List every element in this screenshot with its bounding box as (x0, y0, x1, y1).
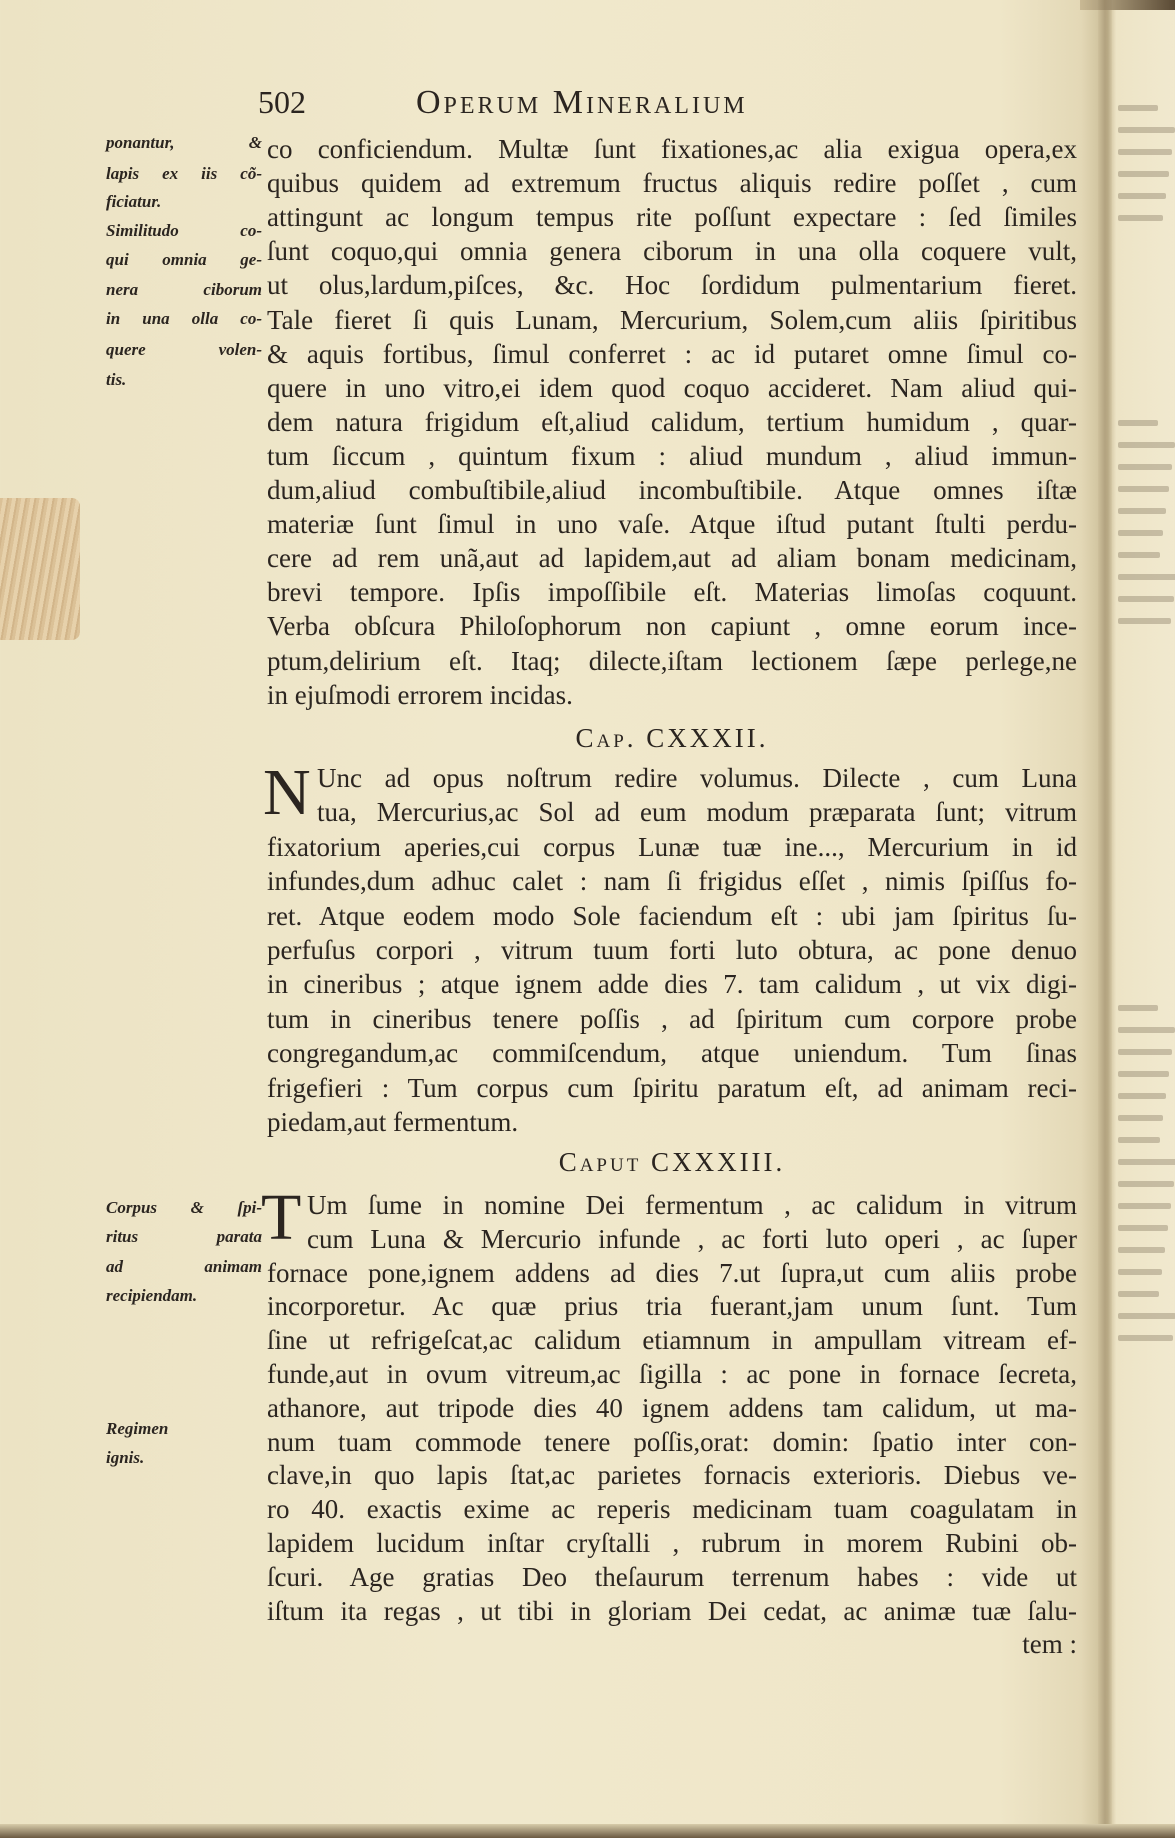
drop-cap-n: N (263, 756, 311, 829)
facing-page-text-trace (1118, 508, 1166, 514)
facing-page-text-trace (1118, 193, 1166, 199)
margin-note-line: Corpus & ſpi- (106, 1198, 262, 1217)
text-line: & aquis fortibus, ſimul conferret : ac id putaret omne ſimul co- (267, 338, 1077, 369)
text-line: co conficiendum. Multæ ſunt fixationes,ac alia exigua opera,ex (267, 134, 1077, 164)
text-line: funde,aut in ovum vitreum,ac ſigilla : ac pone in fornace ſecreta, (267, 1359, 1077, 1389)
text-line: piedam,aut fermentum. (267, 1107, 519, 1137)
facing-page-text-trace (1118, 1291, 1159, 1297)
text-line: iſtum ita regas , ut tibi in gloriam Dei cedat, ac animæ tuæ ſalu- (267, 1595, 1077, 1626)
facing-page-text-trace (1118, 1027, 1175, 1033)
facing-page-text-trace (1118, 105, 1158, 111)
facing-page-text-trace (1118, 552, 1160, 558)
margin-note-line: in una olla co- (106, 309, 262, 328)
margin-note-line: quere volen- (106, 340, 262, 359)
margin-note-line: nera ciborum (106, 280, 262, 299)
facing-page-text-trace (1118, 1203, 1171, 1209)
facing-page-text-trace (1118, 486, 1169, 492)
text-line: tua, Mercurius,ac Sol ad eum modum præparata ſunt; vitrum (317, 797, 1077, 828)
facing-page-text-trace (1118, 215, 1163, 221)
text-line: attingunt ac longum tempus rite poſſunt expectare : ſed ſimiles (267, 202, 1077, 233)
text-line: cum Luna & Mercurio infunde , ac forti luto operi , ac ſuper (307, 1223, 1077, 1254)
facing-page-text-trace (1118, 1269, 1162, 1275)
page-number: 502 (258, 84, 306, 120)
text-line: tum in cineribus tenere poſſis , ad ſpiritum cum corpore probe (267, 1003, 1077, 1034)
chapter-heading-133: Caput CXXXIII. (558, 1147, 786, 1177)
margin-note-line: ritus parata (106, 1227, 262, 1246)
text-line: dem natura frigidum eſt,aliud calidum, tertium humidum , quar- (267, 406, 1077, 437)
page-gutter (1098, 0, 1112, 1838)
text-line: ut olus,lardum,piſces, &c. Hoc ſordidum pulmentarium fieret. (267, 270, 1077, 301)
facing-page-text-trace (1118, 1071, 1169, 1077)
facing-page-text-trace (1118, 464, 1172, 470)
paper-tab (0, 498, 80, 640)
margin-note-line: qui omnia ge- (106, 250, 262, 269)
chapter-heading-132: Cap. CXXXII. (575, 723, 769, 753)
text-line: materiæ ſunt ſimul in uno vaſe. Atque iſtud putant ſtulti perdu- (267, 509, 1077, 540)
facing-page-text-trace (1118, 149, 1172, 155)
running-title: Operum Mineralium (416, 84, 748, 121)
facing-page-text-trace (1118, 171, 1169, 177)
facing-page-text-trace (1118, 1247, 1165, 1253)
text-line: cere ad rem unã,aut ad lapidem,aut ad aliam bonam medicinam, (267, 543, 1077, 574)
facing-page-text-trace (1118, 1049, 1172, 1055)
facing-page-fragment (1112, 0, 1175, 1838)
margin-note-line: ad animam (106, 1257, 262, 1276)
running-head (258, 84, 1078, 124)
margin-note-line: Regimen (106, 1419, 169, 1438)
margin-note-line: ponantur, & (106, 133, 262, 152)
facing-page-text-trace (1118, 1093, 1166, 1099)
text-line: fixatorium aperies,cui corpus Lunæ tuæ ine..., Mercurium in id (267, 831, 1077, 862)
text-line: ro 40. exactis exime ac reperis medicinam tuam coagulatam in (267, 1494, 1077, 1525)
facing-page-text-trace (1118, 1181, 1174, 1187)
text-line: num tuam commode tenere poſſis,orat: domin: ſpatio inter con- (267, 1426, 1077, 1457)
facing-page-text-trace (1118, 1225, 1168, 1231)
text-line: ſine ut refrigeſcat,ac calidum etiamnum in ampullam vitream ef- (267, 1325, 1077, 1356)
margin-note-line: recipiendam. (106, 1286, 198, 1305)
text-line: congregandum,ac commiſcendum, atque uniendum. Tum ſinas (267, 1038, 1077, 1069)
facing-page-text-trace (1118, 596, 1174, 602)
text-line: in cineribus ; atque ignem adde dies 7. tam calidum , ut vix digi- (267, 969, 1077, 1000)
text-line: clave,in quo lapis ſtat,ac parietes fornacis exterioris. Diebus ve- (267, 1460, 1077, 1491)
facing-page-text-trace (1118, 127, 1175, 133)
facing-page-text-trace (1118, 1005, 1158, 1011)
margin-note-line: ignis. (106, 1448, 145, 1467)
facing-page-text-trace (1118, 530, 1163, 536)
facing-page-text-trace (1118, 442, 1175, 448)
facing-page-text-trace (1118, 1159, 1175, 1165)
text-line: infundes,dum adhuc calet : nam ſi frigidus eſſet , nimis ſpiſſus fo- (267, 866, 1077, 897)
text-line: perfuſus corpori , vitrum tuum forti luto obtura, ac pone denuo (267, 935, 1077, 965)
text-line: quere in uno vitro,ei idem quod coquo accideret. Nam aliud qui- (267, 372, 1077, 403)
facing-page-text-trace (1118, 1137, 1160, 1143)
margin-note-line: tis. (106, 370, 127, 389)
text-line: ſunt coquo,qui omnia genera ciborum in una olla coquere vult, (267, 236, 1077, 267)
facing-page-text-trace (1118, 574, 1175, 580)
text-line: Verba obſcura Philoſophorum non capiunt , omne eorum ince- (267, 611, 1077, 642)
margin-note-line: lapis ex iis cõ- (106, 164, 262, 183)
text-line: in ejuſmodi errorem incidas. (267, 679, 573, 710)
text-line: quibus quidem ad extremum fructus aliquis redire poſſet , cum (267, 168, 1077, 199)
text-line: incorporetur. Ac quæ prius tria fuerant,jam unum ſunt. Tum (267, 1291, 1077, 1322)
text-line: Unc ad opus noſtrum redire volumus. Dilecte , cum Luna (317, 763, 1077, 793)
text-line: tum ſiccum , quintum fixum : aliud mundum , aliud immun- (267, 440, 1077, 471)
text-line: brevi tempore. Ipſis impoſſibile eſt. Materias limoſas coquunt. (267, 577, 1077, 608)
facing-page-text-trace (1118, 1335, 1173, 1341)
text-line: Tale fieret ſi quis Lunam, Mercurium, Solem,cum aliis ſpiritibus (267, 304, 1077, 335)
margin-note-line: Similitudo co- (106, 221, 262, 240)
facing-page-text-trace (1118, 1313, 1175, 1319)
text-line: Um ſume in nomine Dei fermentum , ac calidum in vitrum (307, 1190, 1077, 1220)
book-edge-bottom (0, 1824, 1175, 1838)
text-line: ret. Atque eodem modo Sole faciendum eſt : ubi jam ſpiritus ſu- (267, 900, 1077, 931)
text-line: ptum,delirium eſt. Itaq; dilecte,iſtam lectionem ſæpe perlege,ne (267, 645, 1077, 676)
text-line: athanore, aut tripode dies 40 ignem addens tam calidum, ut ma- (267, 1392, 1077, 1423)
margin-note-line: ficiatur. (106, 192, 162, 211)
drop-cap-t: T (261, 1181, 302, 1254)
facing-page-text-trace (1118, 1115, 1163, 1121)
text-line: ſcuri. Age gratias Deo theſaurum terrenum habes : vide ut (267, 1561, 1077, 1592)
text-line: tem : (1022, 1629, 1077, 1660)
facing-page-text-trace (1118, 420, 1158, 426)
text-line: lapidem lucidum inſtar cryſtalli , rubrum in morem Rubini ob- (267, 1528, 1077, 1558)
text-line: fornace pone,ignem addens ad dies 7.ut ſupra,ut cum aliis probe (267, 1257, 1077, 1288)
facing-page-text-trace (1118, 618, 1171, 624)
text-line: frigefieri : Tum corpus cum ſpiritu paratum eſt, ad animam reci- (267, 1072, 1077, 1103)
text-line: dum,aliud combuſtibile,aliud incombuſtibile. Atque omnes iſtæ (267, 475, 1077, 505)
